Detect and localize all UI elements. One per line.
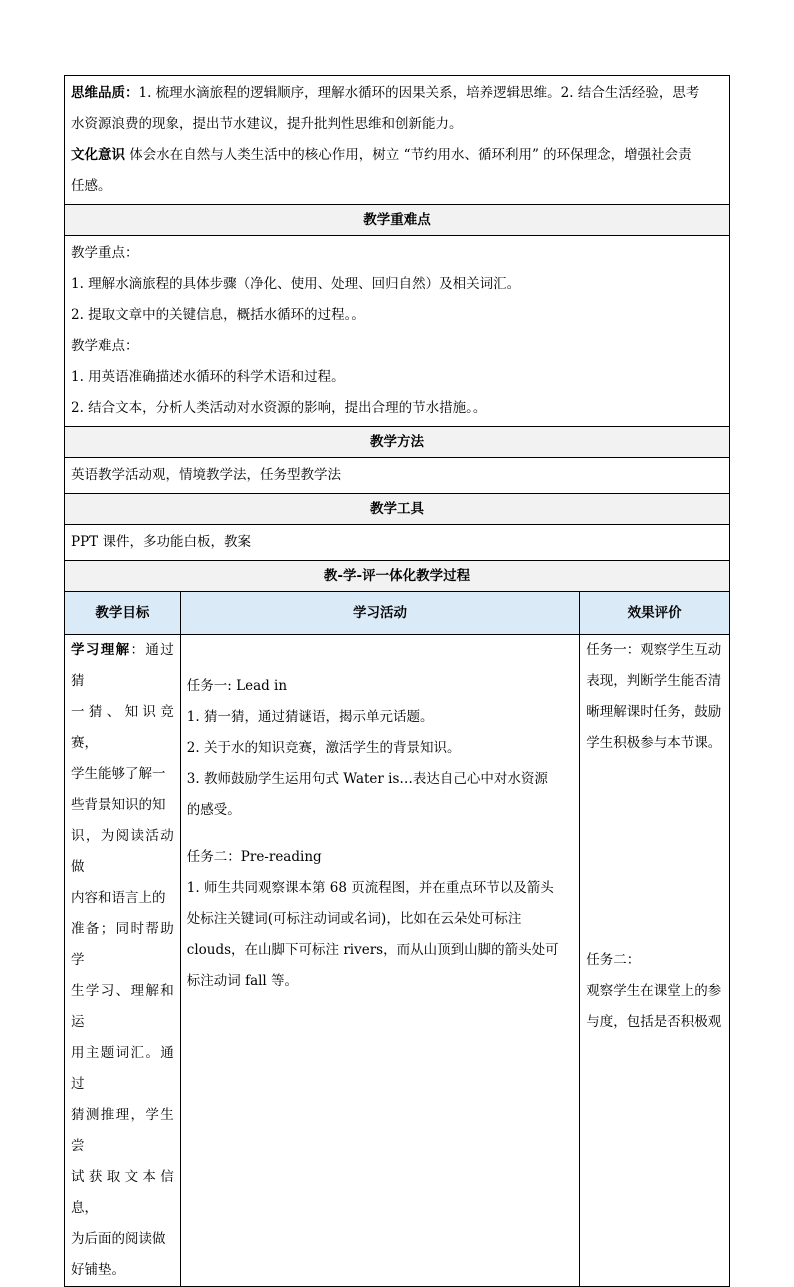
thinking-quality-line-1: 思维品质：1. 梳理水滴旅程的逻辑顺序，理解水循环的因果关系，培养逻辑思维。2. 结合生活经验，思考: [71, 85, 700, 101]
eval2-line-1: 任务二：: [586, 952, 641, 968]
lesson-plan-page: [64, 75, 730, 1287]
task2-item-1: 1. 师生共同观察课本第 68 页流程图，并在重点环节以及箭头: [186, 880, 554, 896]
difficulty-item-2: 2. 结合文本，分析人类活动对水资源的影响，提出合理的节水措施。。: [71, 400, 487, 416]
cultural-awareness-line-1: 文化意识 体会水在自然与人类生活中的核心作用，树立 “节约用水、循环利用” 的环保理念，增强社会责: [71, 147, 692, 163]
key-points-cell: [65, 236, 730, 427]
goal-label: 学习理解: [71, 642, 131, 658]
lesson-plan-table: [64, 75, 730, 1287]
goal-cell: 学习理解：通过猜 一猜、知识竞赛， 学生能够了解一 些背景知识的知 识，为阅读活动做 内容和语言上的 准备；同时帮助学 生学习、理解和运 用主题词汇。通过 猜测推理，学生尝 试获取文本信息， 为后面的阅读做 好铺垫。: [65, 635, 181, 1287]
eval2-line-2: 观察学生在课堂上的参: [586, 983, 722, 999]
difficulty-label: 教学难点：: [71, 338, 139, 354]
cultural-awareness-label: 文化意识: [71, 147, 125, 163]
task2-item-1-cont3: 标注动词 fall 等。: [186, 973, 299, 989]
column-header-goal: 教学目标: [65, 592, 181, 635]
task1-title: 任务一: Lead in: [186, 678, 288, 694]
task1-item-2: 2. 关于水的知识竞赛，激活学生的背景知识。: [186, 740, 461, 756]
methods-heading: 教学方法: [65, 427, 730, 458]
eval2-line-3: 与度，包括是否积极观: [586, 1014, 722, 1030]
eval1-line-2: 表现，判断学生能否清: [586, 673, 722, 689]
eval1-line-4: 学生积极参与本节课。: [586, 735, 722, 751]
objectives-cell: [65, 76, 730, 205]
process-heading: 教-学-评一体化教学过程: [65, 561, 730, 592]
eval1-line-3: 晰理解课时任务，鼓励: [586, 704, 722, 720]
task1-item-1: 1. 猜一猜，通过猜谜语，揭示单元话题。: [186, 709, 434, 725]
column-header-evaluation: 效果评价: [580, 592, 730, 635]
key-points-heading: 教学重难点: [65, 205, 730, 236]
task2-title: 任务二：Pre-reading: [186, 849, 322, 865]
activity-cell: [180, 635, 579, 1287]
cultural-awareness-line-2: 任感。: [71, 178, 112, 194]
eval1-line-1: 任务一：观察学生互动: [586, 642, 722, 658]
process-row: [65, 635, 730, 1287]
methods-text: 英语教学活动观，情境教学法，任务型教学法: [65, 458, 730, 494]
evaluation-cell: [580, 635, 730, 1287]
thinking-quality-line-2: 水资源浪费的现象，提出节水建议，提升批判性思维和创新能力。: [71, 116, 463, 132]
tools-text: PPT 课件，多功能白板，教案: [65, 525, 730, 561]
focus-item-1: 1. 理解水滴旅程的具体步骤（净化、使用、处理、回归自然）及相关词汇。: [71, 276, 521, 292]
column-header-activity: 学习活动: [180, 592, 579, 635]
task2-item-1-cont2: clouds，在山脚下可标注 rivers，而从山顶到山脚的箭头处可: [186, 942, 559, 958]
task2-item-1-cont1: 处标注关键词(可标注动词或名词)，比如在云朵处可标注: [186, 911, 522, 927]
task1-item-3: 3. 教师鼓励学生运用句式 Water is…表达自己心中对水资源: [186, 771, 548, 787]
difficulty-item-1: 1. 用英语准确描述水循环的科学术语和过程。: [71, 369, 345, 385]
tools-heading: 教学工具: [65, 494, 730, 525]
thinking-quality-label: 思维品质：: [71, 85, 139, 101]
objectives-row: [65, 76, 730, 205]
task1-item-3-cont: 的感受。: [186, 802, 241, 818]
focus-label: 教学重点：: [71, 245, 139, 261]
focus-item-2: 2. 提取文章中的关键信息，概括水循环的过程。。: [71, 307, 365, 323]
